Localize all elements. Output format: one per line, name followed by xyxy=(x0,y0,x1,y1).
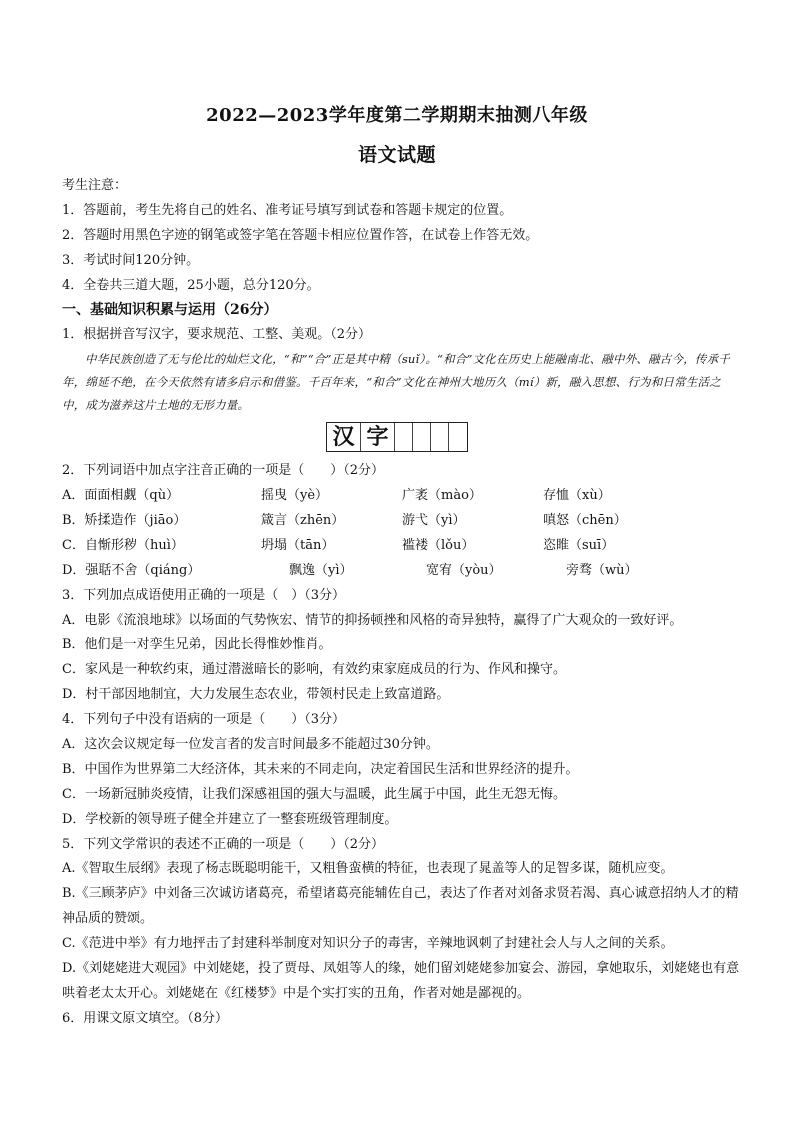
option-cell: 广袤（mào） xyxy=(402,488,482,504)
grid-cell[interactable] xyxy=(395,423,413,451)
option-cell: C．自惭形秽（huì） xyxy=(62,537,184,553)
question-2-stem: 2．下列词语中加点字注音正确的一项是（ ）（2分） xyxy=(62,463,385,479)
grid-cell[interactable] xyxy=(413,423,431,451)
question-3-option: A．电影《流浪地球》以场面的气势恢宏、情节的抑扬顿挫和风格的奇异独特，赢得了广大观众的一致好评。 xyxy=(62,612,683,628)
question-1-stem: 1．根据拼音写汉字，要求规范、工整、美观。（2分） xyxy=(62,327,372,343)
grid-cell: 字 xyxy=(361,423,395,451)
question-5-stem: 5．下列文学常识的表述不正确的一项是（ ）（2分） xyxy=(62,836,385,852)
notice-item: 2．答题时用黑色字迹的钢笔或签字笔在答题卡相应位置作答，在试卷上作答无效。 xyxy=(62,227,539,243)
option-cell: 存恤（xù） xyxy=(543,488,611,504)
option-cell: A．面面相觑（qù） xyxy=(62,488,180,504)
option-row xyxy=(62,484,742,509)
grid-cell: 汉 xyxy=(327,423,361,451)
notice-heading: 考生注意： xyxy=(62,178,128,193)
option-row xyxy=(62,509,742,534)
question-5-option: A.《智取生辰纲》表现了杨志既聪明能干，又粗鲁蛮横的特征，也表现了晁盖等人的足智多谋，随机应变。 xyxy=(62,861,674,877)
question-4-stem: 4．下列句子中没有语病的一项是（ ）（3分） xyxy=(62,712,346,728)
writing-grid xyxy=(326,422,468,452)
option-cell: 褴褛（lǒu） xyxy=(402,537,475,553)
question-4-option: A．这次会议规定每一位发言者的发言时间最多不能超过30分钟。 xyxy=(62,737,439,753)
option-cell: B．矫揉造作（jiāo） xyxy=(62,513,187,529)
option-cell: 游弋（yì） xyxy=(402,513,466,529)
question-3-option: C．家风是一种软约束，通过潜滋暗长的影响，有效约束家庭成员的行为、作风和操守。 xyxy=(62,662,566,678)
notice-item: 3．考试时间120分钟。 xyxy=(62,252,200,268)
option-cell: 飘逸（yì） xyxy=(289,562,353,578)
option-cell: 恣睢（suī） xyxy=(543,537,615,553)
notice-item: 4．全卷共三道大题，25小题，总分120分。 xyxy=(62,277,320,293)
option-cell: 旁骛（wù） xyxy=(566,562,638,578)
question-5-option: C.《范进中举》有力地抨击了封建科举制度对知识分子的毒害，辛辣地讽刺了封建社会人与人之间的关系。 xyxy=(62,936,674,952)
notice-item: 1．答题前，考生先将自己的姓名、准考证号填写到试卷和答题卡规定的位置。 xyxy=(62,202,513,218)
question-3-option: B．他们是一对孪生兄弟，因此长得惟妙惟肖。 xyxy=(62,637,332,653)
option-row xyxy=(62,559,742,584)
option-cell: 箴言（zhēn） xyxy=(261,513,345,529)
option-row xyxy=(62,534,742,559)
option-cell: D．强聒不舍（qiáng） xyxy=(62,562,201,578)
question-4-option: D．学校新的领导班子健全并建立了一整套班级管理制度。 xyxy=(62,811,398,827)
exam-subject: 语文试题 xyxy=(357,144,436,166)
option-cell: 摇曳（yè） xyxy=(261,488,329,504)
grid-cell[interactable] xyxy=(449,423,467,451)
question-1-passage: 中华民族创造了无与伦比的灿烂文化，“和”“合”正是其中精（suǐ）。“和合”文化在历史上能融南北、融中外、融古今，传承千年，绵延不绝，在今天依然有诸多启示和借鉴。千百年来，“和合”文化在神州大地历久（mí）新，融入思想、行为和日常生活之中，成为滋养这片土地的无形力量。 xyxy=(62,352,731,413)
writing-grid-area xyxy=(62,419,742,459)
question-6-stem: 6．用课文原文填空。（8分） xyxy=(62,1010,229,1026)
section-heading: 一、基础知识积累与运用（26分） xyxy=(62,302,278,319)
option-cell: 宽宥（yòu） xyxy=(426,562,502,578)
question-3-option: D．村干部因地制宜，大力发展生态农业，带领村民走上致富道路。 xyxy=(62,687,450,703)
option-cell: 嗔怒（chēn） xyxy=(543,513,627,529)
question-4-option: C．一场新冠肺炎疫情，让我们深感祖国的强大与温暖，此生属于中国，此生无怨无悔。 xyxy=(62,786,566,802)
question-4-option: B．中国作为世界第二大经济体，其未来的不同走向，决定着国民生活和世界经济的提升。 xyxy=(62,761,579,777)
question-5-option: B.《三顾茅庐》中刘备三次诚访诸葛亮，希望诸葛亮能辅佐自己，表达了作者对刘备求贤若渴、真心诚意招纳人才的精神品质的赞颂。 xyxy=(62,886,739,927)
question-3-stem: 3．下列加点成语使用正确的一项是（ ）（3分） xyxy=(62,587,346,603)
grid-cell[interactable] xyxy=(431,423,449,451)
exam-content xyxy=(62,174,742,1032)
option-cell: 坍塌（tān） xyxy=(261,537,335,553)
exam-title: 2022—2023学年度第二学期期末抽测八年级 xyxy=(206,105,588,126)
question-5-option: D.《刘姥姥进大观园》中刘姥姥，投了贾母、凤姐等人的缘，她们留刘姥姥参加宴会、游园，拿她取乐，刘姥姥也有意哄着老太太开心。刘姥姥在《红楼梦》中是个实打实的丑角，作者对她是鄙视的。 xyxy=(62,961,740,1001)
